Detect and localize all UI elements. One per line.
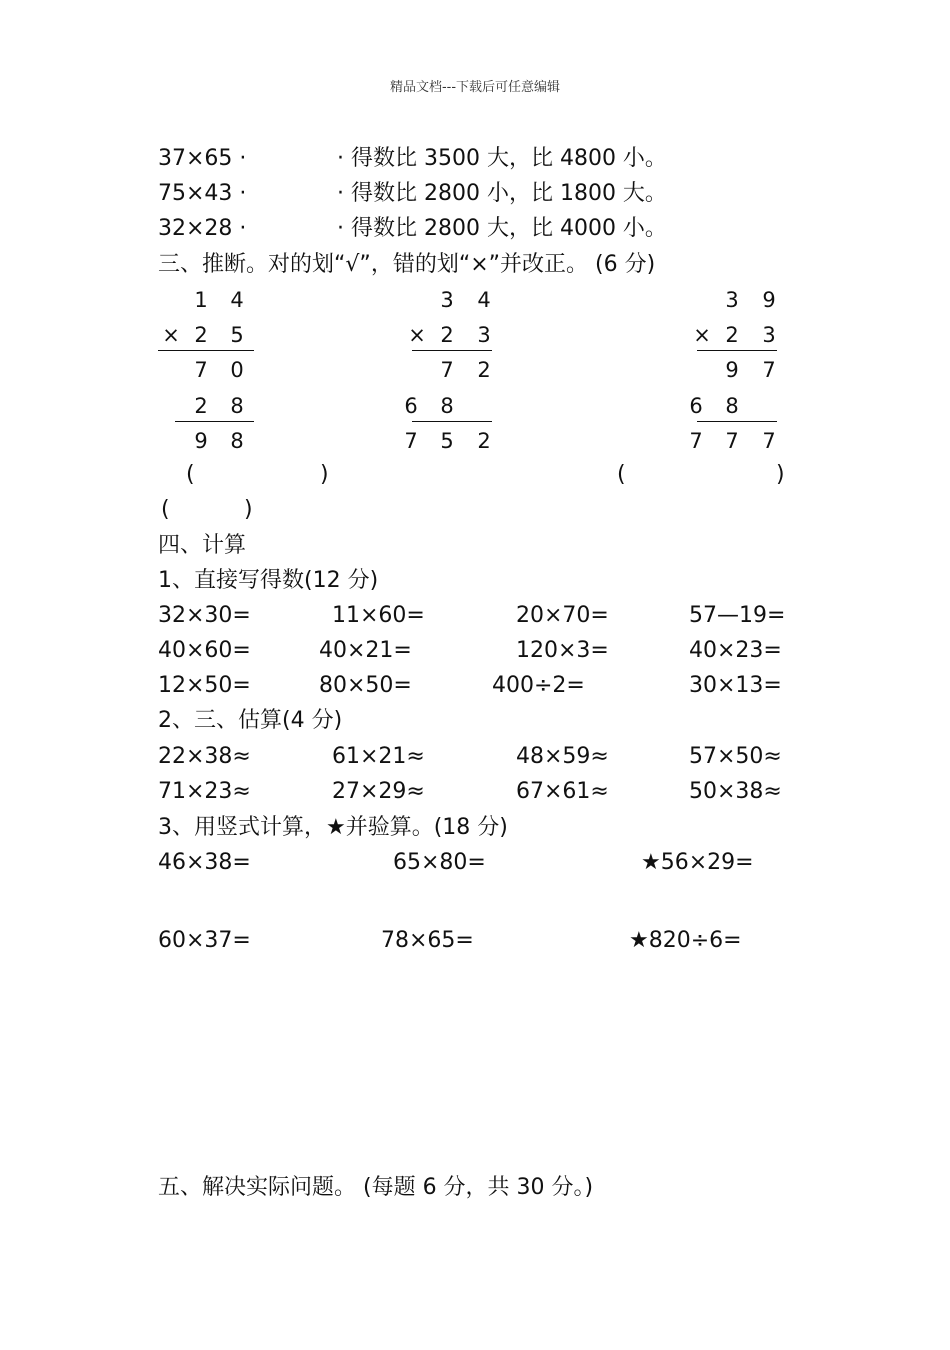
subsection-3-title: 3、用竖式计算，★并验算。(18 分) — [158, 815, 508, 840]
estimate-item: 27×29≈ — [332, 779, 425, 804]
digit: 7 — [689, 429, 703, 453]
digit: 3 — [440, 288, 454, 312]
digit: 5 — [230, 323, 244, 347]
digit: 9 — [725, 358, 739, 382]
digit: 8 — [440, 394, 454, 418]
section-5-title: 五、解决实际问题。 (每题 6 分，共 30 分。) — [158, 1175, 594, 1200]
answer-paren-close: ) — [776, 462, 785, 487]
digit: 9 — [194, 429, 208, 453]
mental-math-item: 120×3= — [516, 638, 609, 663]
mental-math-item: 40×23= — [689, 638, 782, 663]
digit: 7 — [404, 429, 418, 453]
digit: × — [408, 323, 426, 347]
digit: 6 — [404, 394, 418, 418]
written-calc-item: 60×37= — [158, 928, 251, 953]
estimate-item: 71×23≈ — [158, 779, 251, 804]
digit: 2 — [477, 429, 491, 453]
digit: 6 — [689, 394, 703, 418]
rule-line — [412, 350, 492, 351]
estimate-item: 67×61≈ — [516, 779, 609, 804]
match-right: · 得数比 2800 小，比 1800 大。 — [337, 181, 667, 206]
answer-paren-close: ) — [320, 462, 329, 487]
digit: × — [162, 323, 180, 347]
estimate-item: 50×38≈ — [689, 779, 782, 804]
estimate-item: 57×50≈ — [689, 744, 782, 769]
digit: 3 — [725, 288, 739, 312]
answer-paren-open: ( — [617, 462, 626, 487]
answer-paren-open: ( — [186, 462, 195, 487]
mental-math-item: 30×13= — [689, 673, 782, 698]
estimate-item: 48×59≈ — [516, 744, 609, 769]
estimate-item: 61×21≈ — [332, 744, 425, 769]
written-calc-item: 46×38= — [158, 850, 251, 875]
estimate-item: 22×38≈ — [158, 744, 251, 769]
digit: 1 — [194, 288, 208, 312]
digit: 2 — [725, 323, 739, 347]
subsection-2-title: 2、三、估算(4 分) — [158, 708, 343, 733]
mental-math-item: 40×60= — [158, 638, 251, 663]
digit: 3 — [762, 323, 776, 347]
match-left: 75×43 · — [158, 181, 247, 206]
digit: 2 — [440, 323, 454, 347]
rule-line — [697, 350, 777, 351]
digit: 7 — [440, 358, 454, 382]
mental-math-item: 80×50= — [319, 673, 412, 698]
digit: 7 — [762, 358, 776, 382]
digit: 7 — [725, 429, 739, 453]
digit: 4 — [477, 288, 491, 312]
digit: 8 — [230, 394, 244, 418]
digit: 2 — [194, 394, 208, 418]
mental-math-item: 11×60= — [332, 603, 425, 628]
rule-line — [697, 421, 777, 422]
rule-line — [158, 350, 254, 351]
written-calc-item: 65×80= — [393, 850, 486, 875]
rule-line — [412, 421, 492, 422]
digit: 8 — [230, 429, 244, 453]
digit: 3 — [477, 323, 491, 347]
page-header: 精品文档---下载后可任意编辑 — [389, 80, 561, 95]
written-calc-item: ★56×29= — [641, 850, 754, 875]
digit: 7 — [762, 429, 776, 453]
mental-math-item: 57—19= — [689, 603, 786, 628]
digit: 8 — [725, 394, 739, 418]
digit: 7 — [194, 358, 208, 382]
mental-math-item: 40×21= — [319, 638, 412, 663]
subsection-1-title: 1、直接写得数(12 分) — [158, 568, 379, 593]
digit: 9 — [762, 288, 776, 312]
digit: 4 — [230, 288, 244, 312]
digit: 2 — [194, 323, 208, 347]
digit: 5 — [440, 429, 454, 453]
digit: 2 — [477, 358, 491, 382]
rule-line — [175, 421, 254, 422]
mental-math-item: 400÷2= — [492, 673, 585, 698]
section-4-title: 四、计算 — [158, 533, 247, 558]
answer-paren-close: ) — [244, 497, 253, 522]
written-calc-item: 78×65= — [381, 928, 474, 953]
digit: 0 — [230, 358, 244, 382]
mental-math-item: 20×70= — [516, 603, 609, 628]
match-left: 37×65 · — [158, 146, 247, 171]
written-calc-item: ★820÷6= — [629, 928, 742, 953]
mental-math-item: 12×50= — [158, 673, 251, 698]
section-3-title: 三、推断。对的划“√”，错的划“×”并改正。 (6 分) — [158, 252, 656, 277]
match-right: · 得数比 2800 大，比 4000 小。 — [337, 216, 667, 241]
digit: × — [693, 323, 711, 347]
match-right: · 得数比 3500 大，比 4800 小。 — [337, 146, 667, 171]
mental-math-item: 32×30= — [158, 603, 251, 628]
answer-paren-open: ( — [161, 497, 170, 522]
match-left: 32×28 · — [158, 216, 247, 241]
